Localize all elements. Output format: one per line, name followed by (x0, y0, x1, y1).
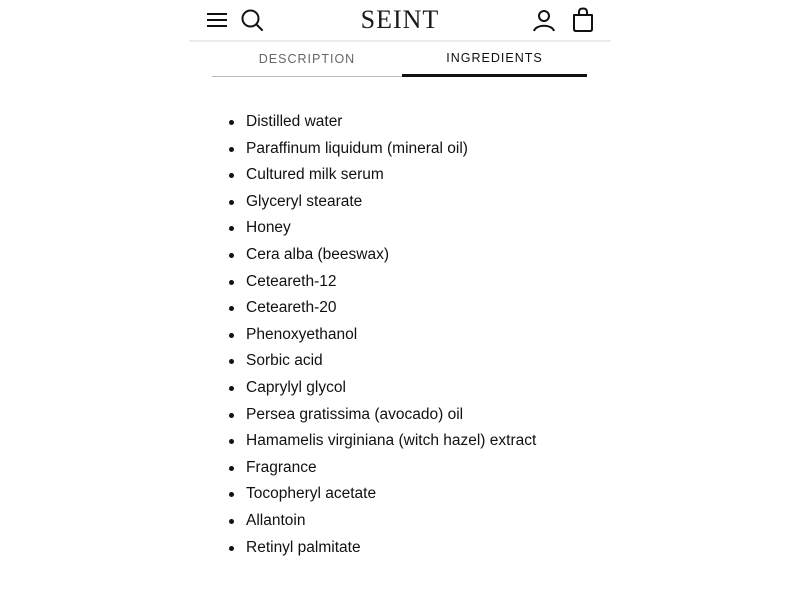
bullet-icon (229, 439, 234, 444)
bullet-icon (229, 492, 234, 497)
bullet-icon (229, 466, 234, 471)
account-icon (532, 8, 556, 32)
list-item (228, 269, 536, 296)
bullet-icon (229, 333, 234, 338)
ingredient-label: Fragrance (246, 458, 317, 476)
list-item (228, 322, 536, 349)
ingredient-label: Ceteareth-20 (246, 299, 337, 317)
bullet-icon (229, 147, 234, 152)
shopping-bag-icon (571, 7, 595, 33)
list-item (228, 481, 536, 508)
ingredient-label: Allantoin (246, 511, 306, 529)
list-item (228, 375, 536, 402)
bullet-icon (229, 280, 234, 285)
account-button[interactable] (530, 6, 558, 34)
bullet-icon (229, 173, 234, 178)
bullet-icon (229, 253, 234, 258)
list-item (228, 215, 536, 242)
list-item (228, 295, 536, 322)
list-item (228, 348, 536, 375)
list-item (228, 242, 536, 269)
bullet-icon (229, 413, 234, 418)
ingredient-label: Glyceryl stearate (246, 192, 363, 210)
ingredient-label: Distilled water (246, 113, 343, 130)
ingredient-label: Persea gratissima (avocado) oil (246, 405, 464, 423)
ingredient-label: Paraffinum liquidum (mineral oil) (246, 139, 468, 157)
list-item (228, 189, 536, 216)
brand-logo[interactable]: SEINT (360, 5, 440, 34)
list-item (228, 402, 536, 429)
ingredient-label: Sorbic acid (246, 352, 323, 370)
list-item (228, 109, 536, 136)
ingredients-list (228, 109, 536, 561)
ingredient-label: Retinyl palmitate (246, 538, 361, 556)
product-tabs (212, 42, 587, 77)
ingredient-label: Caprylyl glycol (246, 378, 346, 396)
bullet-icon (229, 546, 234, 551)
ingredient-label: Cera alba (beeswax) (246, 245, 390, 263)
tab-description[interactable]: DESCRIPTION (212, 42, 402, 77)
ingredient-label: Hamamelis virginiana (witch hazel) extract (246, 432, 537, 450)
ingredient-label: Honey (246, 219, 291, 237)
ingredient-label: Ceteareth-12 (246, 272, 337, 290)
list-item (228, 162, 536, 189)
list-item (228, 535, 536, 562)
ingredient-label: Tocopheryl acetate (246, 485, 377, 503)
ingredient-label: Phenoxyethanol (246, 325, 358, 343)
list-item (228, 508, 536, 535)
bullet-icon (229, 200, 234, 205)
bullet-icon (229, 386, 234, 391)
bullet-icon (229, 359, 234, 364)
bullet-icon (229, 306, 234, 311)
list-item (228, 428, 536, 455)
tab-ingredients[interactable]: INGREDIENTS (402, 42, 587, 77)
cart-button[interactable] (569, 6, 597, 34)
list-item (228, 136, 536, 163)
site-header (189, 0, 611, 42)
list-item (228, 455, 536, 482)
ingredient-label: Cultured milk serum (246, 166, 384, 184)
bullet-icon (229, 226, 234, 231)
bullet-icon (229, 519, 234, 524)
bullet-icon (229, 120, 234, 125)
